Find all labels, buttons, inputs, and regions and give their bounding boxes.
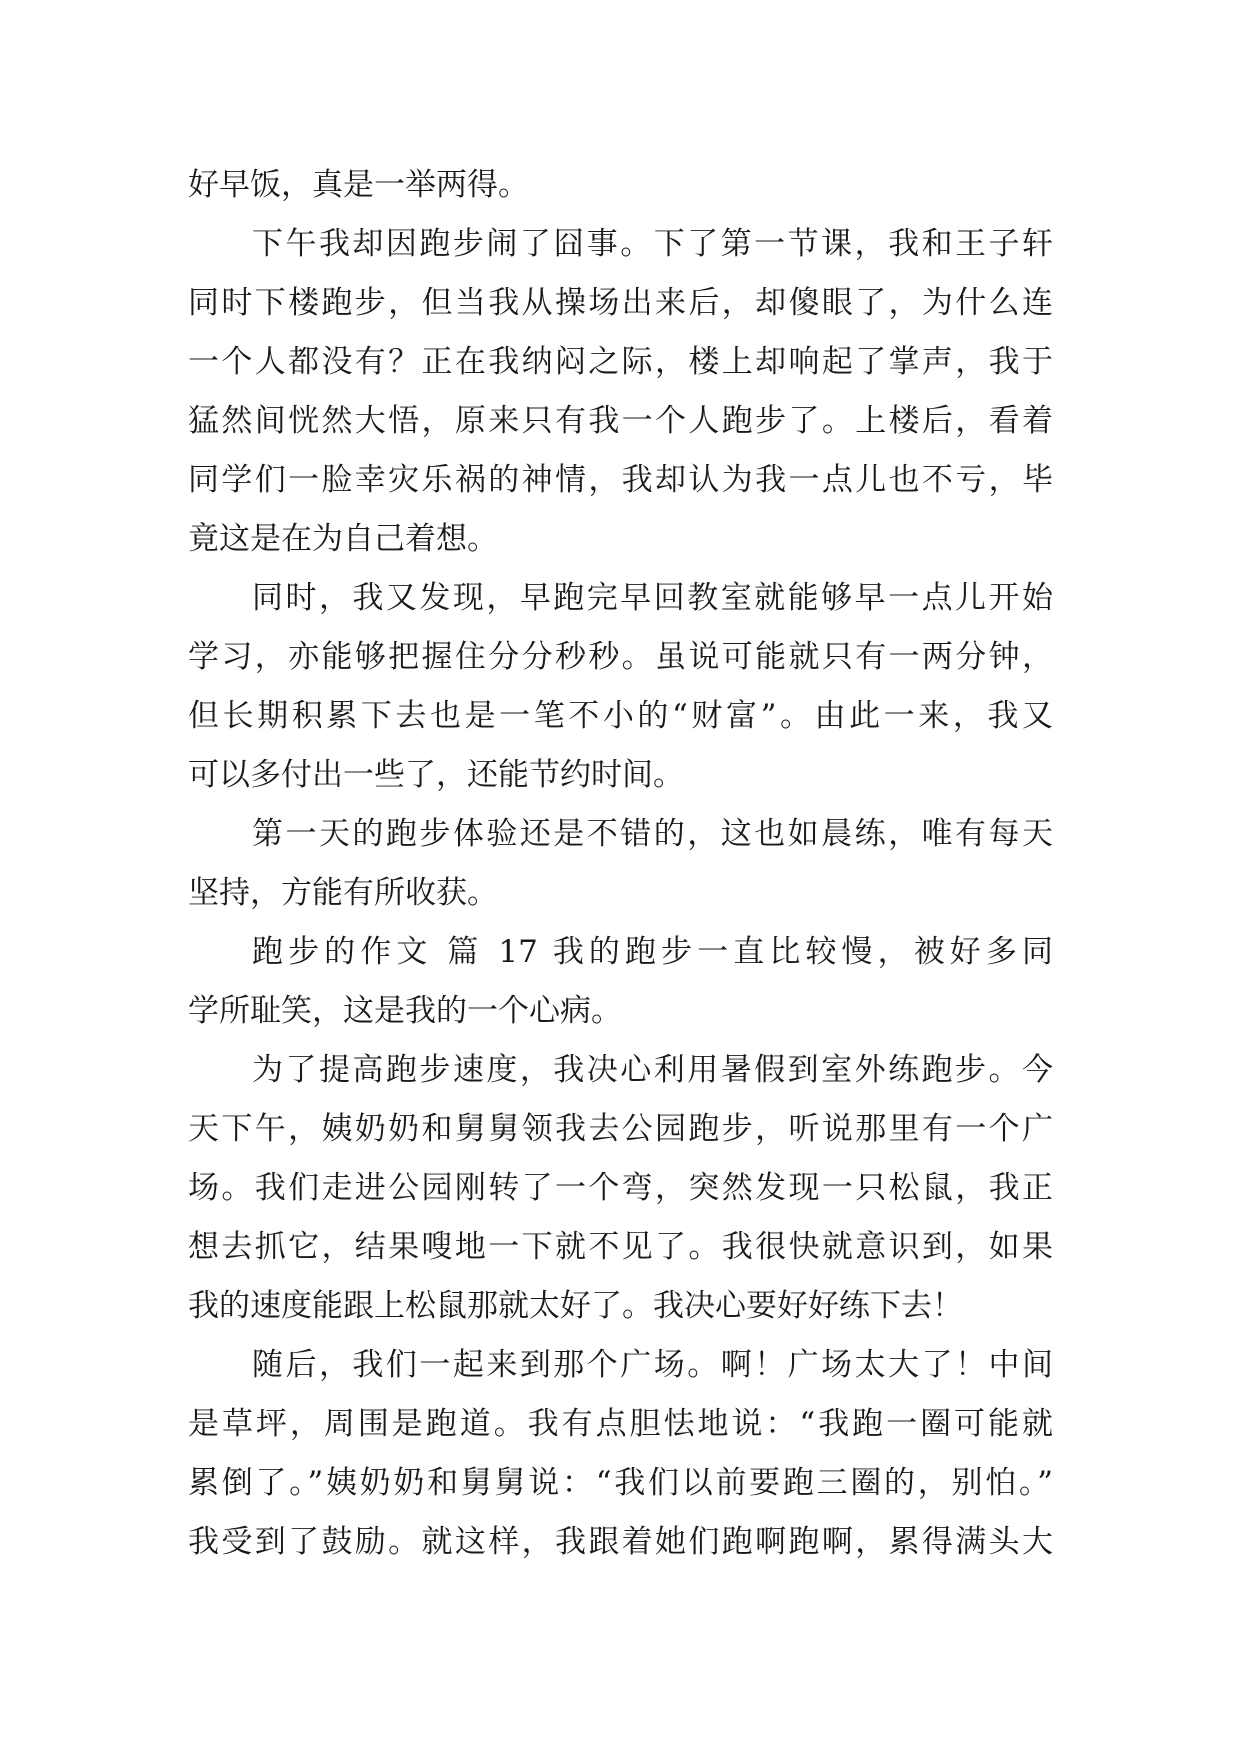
text-line: 竟这是在为自己着想。 [188,521,498,557]
text-line: 我的速度能跟上松鼠那就太好了。我决心要好好练下去！ [188,1288,963,1324]
text-line: 一个人都没有？正在我纳闷之际，楼上却响起了掌声，我于 [188,344,1053,380]
text-line: 同学们一脸幸灾乐祸的神情，我却认为我一点儿也不亏，毕 [188,462,1053,498]
text-line: 场。我们走进公园刚转了一个弯，突然发现一只松鼠，我正 [188,1170,1053,1206]
text-line: 但长期积累下去也是一笔不小的“财富”。由此一来，我又 [188,698,1053,734]
text-line: 坚持，方能有所收获。 [188,875,498,911]
text-line: 可以多付出一些了，还能节约时间。 [188,757,684,793]
paragraph-first-line: 随后，我们一起来到那个广场。啊！广场太大了！中间 [252,1347,1053,1383]
text-line: 学习，亦能够把握住分分秒秒。虽说可能就只有一两分钟， [188,639,1053,675]
section-heading-line: 跑步的作文 篇 17 我的跑步一直比较慢，被好多同 [252,934,1053,970]
text-line: 想去抓它，结果嗖地一下就不见了。我很快就意识到，如果 [188,1229,1053,1265]
paragraph-first-line: 同时，我又发现，早跑完早回教室就能够早一点儿开始 [252,580,1053,616]
text-line: 天下午，姨奶奶和舅舅领我去公园跑步，听说那里有一个广 [188,1111,1053,1147]
text-line: 学所耻笑，这是我的一个心病。 [188,993,622,1029]
document-body [188,156,1053,1572]
paragraph-first-line: 下午我却因跑步闹了囧事。下了第一节课，我和王子轩 [252,226,1053,262]
paragraph-first-line: 为了提高跑步速度，我决心利用暑假到室外练跑步。今 [252,1052,1053,1088]
paragraph-first-line: 第一天的跑步体验还是不错的，这也如晨练，唯有每天 [252,816,1053,852]
text-line: 我受到了鼓励。就这样，我跟着她们跑啊跑啊，累得满头大 [188,1524,1053,1560]
text-line: 是草坪，周围是跑道。我有点胆怯地说：“我跑一圈可能就 [188,1406,1053,1442]
text-line: 累倒了。”姨奶奶和舅舅说：“我们以前要跑三圈的，别怕。” [188,1465,1053,1501]
text-line: 猛然间恍然大悟，原来只有我一个人跑步了。上楼后，看着 [188,403,1053,439]
text-line: 同时下楼跑步，但当我从操场出来后，却傻眼了，为什么连 [188,285,1053,321]
text-line: 好早饭，真是一举两得。 [188,167,529,203]
